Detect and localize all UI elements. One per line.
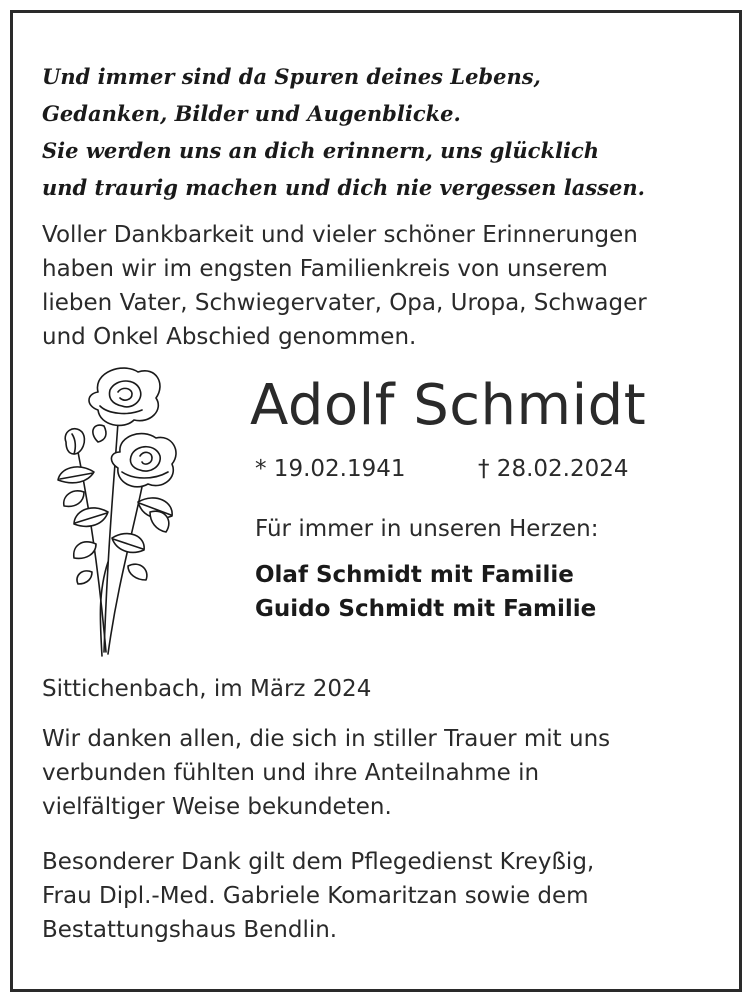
mourner-name: Guido Schmidt mit Familie bbox=[255, 596, 597, 622]
poem-line: und traurig machen und dich nie vergessen lassen. bbox=[42, 175, 645, 200]
intro-line: und Onkel Abschied genommen. bbox=[42, 324, 417, 350]
intro-line: Voller Dankbarkeit und vieler schöner Erinnerungen bbox=[42, 222, 638, 248]
special-thanks-line: Besonderer Dank gilt dem Pflegedienst Kreyßig, bbox=[42, 849, 595, 875]
birth-date: * 19.02.1941 bbox=[255, 456, 406, 482]
special-thanks-text bbox=[42, 845, 722, 947]
poem-line: Gedanken, Bilder und Augenblicke. bbox=[42, 101, 461, 126]
death-date: † 28.02.2024 bbox=[478, 456, 629, 482]
forever-text: Für immer in unseren Herzen: bbox=[255, 516, 599, 542]
special-thanks-line: Bestattungshaus Bendlin. bbox=[42, 917, 338, 943]
thanks-line: vielfältiger Weise bekundeten. bbox=[42, 794, 392, 820]
intro-line: lieben Vater, Schwiegervater, Opa, Uropa, Schwager bbox=[42, 290, 647, 316]
rose-icon bbox=[38, 362, 188, 662]
life-dates bbox=[255, 452, 629, 486]
intro-text bbox=[42, 218, 722, 354]
intro-line: haben wir im engsten Familienkreis von unserem bbox=[42, 256, 608, 282]
poem-line: Und immer sind da Spuren deines Lebens, bbox=[42, 64, 541, 89]
place-date-text: Sittichenbach, im März 2024 bbox=[42, 676, 372, 702]
thanks-line: Wir danken allen, die sich in stiller Trauer mit uns bbox=[42, 726, 611, 752]
thanks-line: verbunden fühlten und ihre Anteilnahme in bbox=[42, 760, 540, 786]
poem bbox=[42, 58, 712, 206]
mourners-list bbox=[255, 558, 596, 626]
mourner-name: Olaf Schmidt mit Familie bbox=[255, 562, 574, 588]
deceased-name: Adolf Schmidt bbox=[250, 373, 647, 438]
thanks-text bbox=[42, 722, 722, 824]
poem-line: Sie werden uns an dich erinnern, uns glücklich bbox=[42, 138, 600, 163]
special-thanks-line: Frau Dipl.-Med. Gabriele Komaritzan sowie dem bbox=[42, 883, 589, 909]
place-date bbox=[42, 672, 722, 706]
